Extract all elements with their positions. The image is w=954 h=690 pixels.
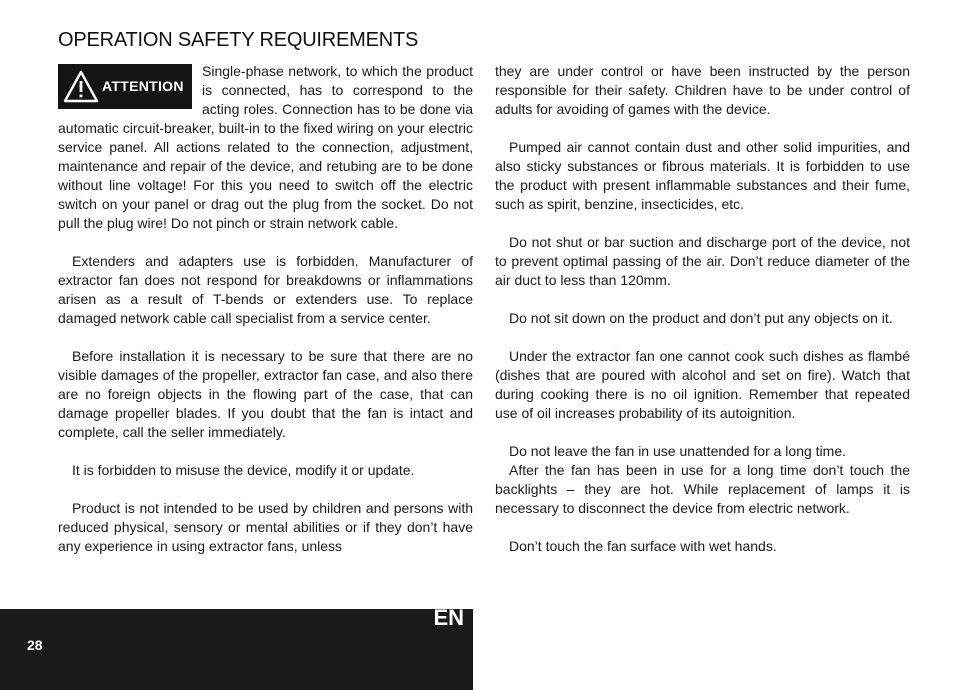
paragraph: they are under control or have been instructed by the person responsible for their safety. Children have to be under control of adults for avoiding of games with the device. bbox=[495, 63, 910, 117]
paragraph: Single-phase network, to which the product is connected, has to correspond to the acting roles. Connection has to be done via automatic circuit-breaker, built-in to the fixed wiring on your electric service panel. All actions related to the connection, adjustment, maintenance and repair of the device, and retubing are to be done without line voltage! For this you need to switch off the electric switch on your panel or drag out the plug from the socket. Do not pull the plug wire! Do not pinch or strain network cable. bbox=[58, 63, 473, 231]
language-badge: EN bbox=[433, 605, 464, 630]
paragraph: Pumped air cannot contain dust and other solid impurities, and also sticky substances or fibrous materials. It is forbidden to use the product with present inflammable substances and their fume, such as spirit, benzine, insecticides, etc. bbox=[495, 139, 910, 212]
left-column bbox=[58, 62, 473, 556]
attention-badge bbox=[58, 64, 192, 109]
paragraph: After the fan has been in use for a long time don’t touch the backlights – they are hot. While replacement of lamps it is necessary to disconnect the device from electric network. bbox=[495, 462, 910, 516]
paragraph: It is forbidden to misuse the device, modify it or update. bbox=[72, 462, 415, 478]
warning-triangle-icon bbox=[63, 70, 99, 104]
attention-label: ATTENTION bbox=[102, 78, 184, 94]
paragraph: Extenders and adapters use is forbidden. Manufacturer of extractor fan does not respond for breakdowns or inflammations arisen as a result of T-bends or extenders use. To replace damaged network cable call specialist from a service center. bbox=[58, 253, 473, 326]
page-footer bbox=[0, 605, 473, 690]
paragraph: Do not leave the fan in use unattended for a long time. bbox=[509, 443, 847, 459]
paragraph: Do not shut or bar suction and discharge port of the device, not to prevent optimal passing of the air. Don’t reduce diameter of the air duct to less than 120mm. bbox=[495, 234, 910, 288]
page-number: 28 bbox=[27, 637, 43, 653]
paragraph: Under the extractor fan one cannot cook such dishes as flambé (dishes that are poured with alcohol and set on fire). Watch that during cooking there is no oil ignition. Remember that repeated use of oil increases probability of its autoignition. bbox=[495, 348, 910, 421]
paragraph: Before installation it is necessary to be sure that there are no visible damages of the propeller, extractor fan case, and also there are no foreign objects in the flowing part of the case, that can damage propeller blades. If you doubt that the fan is intact and complete, call the seller immediately. bbox=[58, 348, 473, 440]
paragraph: Don’t touch the fan surface with wet hands. bbox=[509, 538, 777, 554]
paragraph: Do not sit down on the product and don’t put any objects on it. bbox=[509, 310, 893, 326]
paragraph: Product is not intended to be used by children and persons with reduced physical, sensory or mental abilities or if they don’t have any experience in using extractor fans, unless bbox=[58, 500, 473, 554]
right-column bbox=[495, 62, 910, 556]
page-title: OPERATION SAFETY REQUIREMENTS bbox=[58, 29, 419, 51]
